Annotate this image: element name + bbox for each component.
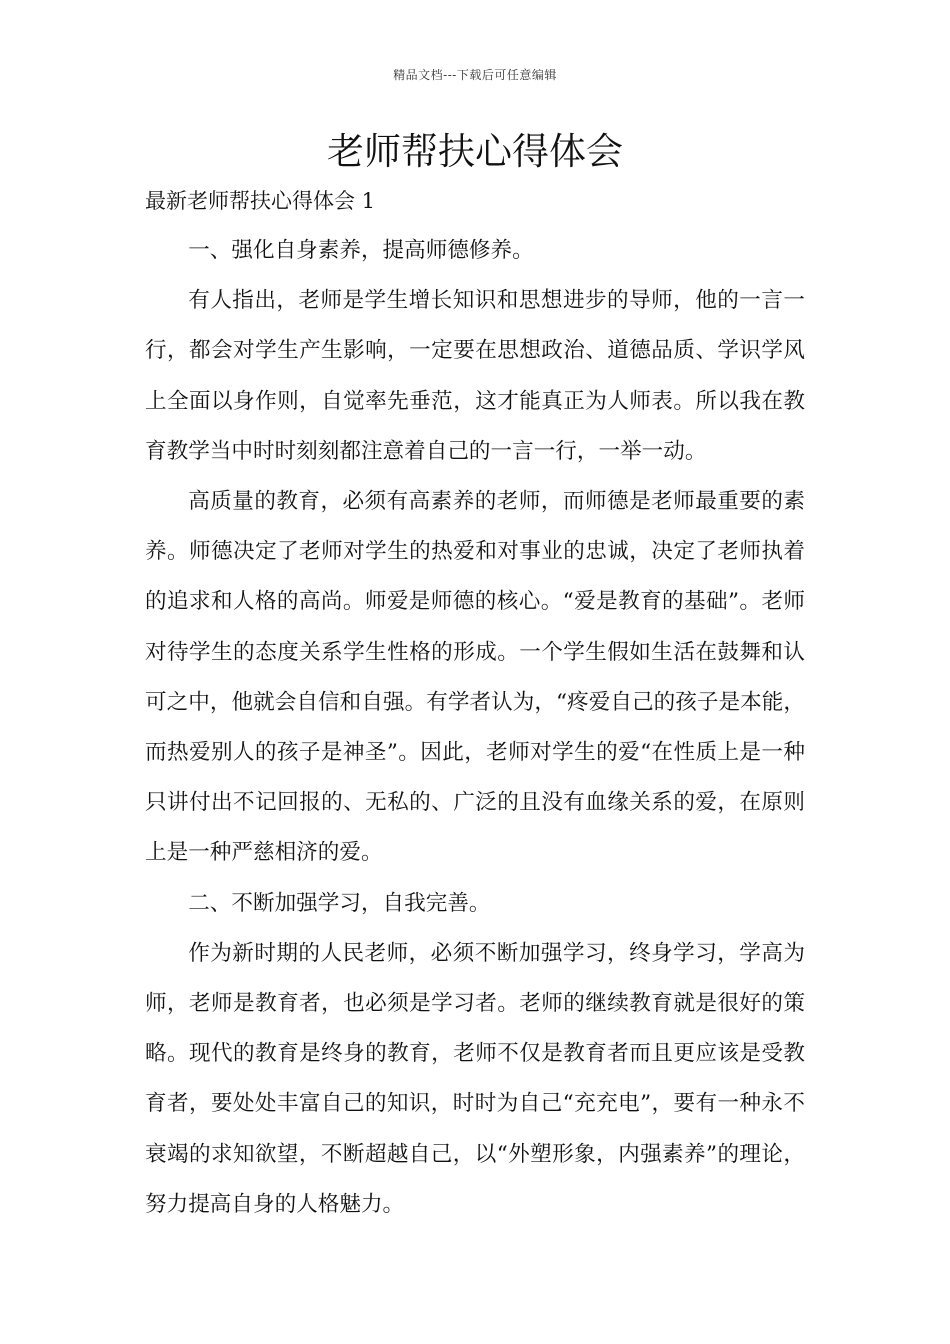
paragraph-2: 高质量的教育，必须有高素养的老师，而师德是老师最重要的素养。师德决定了老师对学生的热爱和对事业的忠诚，决定了老师执着的追求和人格的高尚。师爱是师德的核心。“爱是教育的基础”。老师对待学生的态度关系学生性格的形成。一个学生假如生活在鼓舞和认可之中，他就会自信和自强。有学者认为，“疼爱自己的孩子是本能，而热爱别人的孩子是神圣”。因此，老师对学生的爱“在性质上是一种只讲付出不记回报的、无私的、广泛的且没有血缘关系的爱，在原则上是一种严慈相济的爱。 (145, 489, 805, 866)
paragraph-1: 有人指出，老师是学生增长知识和思想进步的导师，他的一言一行，都会对学生产生影响，一定要在思想政治、道德品质、学识学风上全面以身作则，自觉率先垂范，这才能真正为人师表。所以我在教育教学当中时时刻刻都注意着自己的一言一行，一举一动。 (145, 288, 805, 464)
paragraph-3: 作为新时期的人民老师，必须不断加强学习，终身学习，学高为师，老师是教育者，也必须是学习者。老师的继续教育就是很好的策略。现代的教育是终身的教育，老师不仅是教育者而且更应该是受教育者，要处处丰富自己的知识，时时为自己“充充电”，要有一种永不衰竭的求知欲望，不断超越自己，以“外塑形象，内强素养”的理论，努力提高自身的人格魅力。 (145, 940, 805, 1217)
page-title: 老师帮扶心得体会 (327, 130, 623, 173)
section-heading-1: 一、强化自身素养，提高师德修养。 (188, 238, 534, 263)
document-subtitle: 最新老师帮扶心得体会 1 (145, 189, 376, 213)
section-heading-2: 二、不断加强学习，自我完善。 (188, 890, 491, 916)
document-body (145, 176, 805, 1230)
header-note: 精品文档---下载后可任意编辑 (393, 68, 557, 82)
